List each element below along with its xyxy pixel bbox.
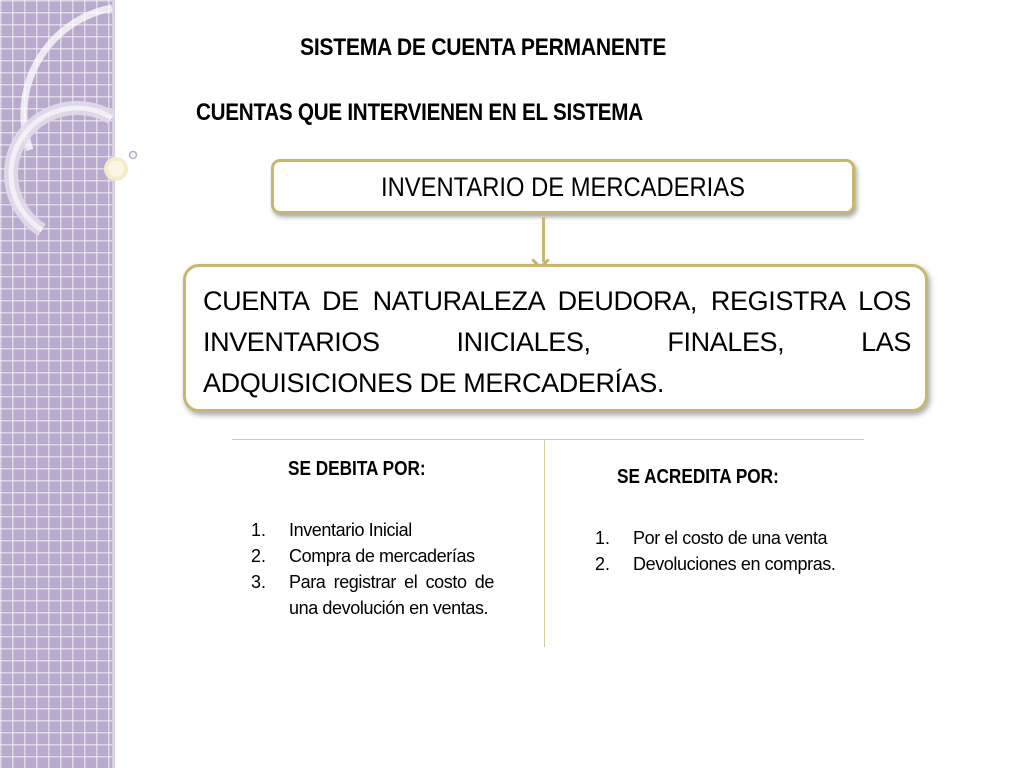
list-item: 1. Inventario Inicial xyxy=(251,520,412,540)
list-item: 2. Compra de mercaderías xyxy=(251,546,475,566)
credit-heading: SE ACREDITA POR: xyxy=(617,466,779,488)
list-item: 2. Devoluciones en compras. xyxy=(595,554,836,574)
list-item: 1. Por el costo de una venta xyxy=(595,528,828,548)
debit-list xyxy=(251,517,494,621)
debit-heading: SE DEBITA POR: xyxy=(288,458,426,480)
slide-title: SISTEMA DE CUENTA PERMANENTE xyxy=(300,34,667,61)
account-description-box xyxy=(183,264,928,412)
slide-subtitle: CUENTAS QUE INTERVIENEN EN EL SISTEMA xyxy=(196,99,643,126)
account-name-box xyxy=(271,159,855,214)
table-column-divider xyxy=(544,440,545,647)
account-description-text: CUENTA DE NATURALEZA DEUDORA, REGISTRA LOS INVENTARIOS INICIALES, FINALES, LAS ADQUISICIONES DE MERCADERÍAS. xyxy=(203,286,911,398)
credit-list xyxy=(595,525,838,577)
list-item: 3. Para registrar el costo de una devolución en ventas. xyxy=(251,572,494,618)
table-top-divider xyxy=(232,439,864,440)
account-name-text: INVENTARIO DE MERCADERIAS xyxy=(381,172,745,202)
decorative-rings xyxy=(0,0,140,260)
